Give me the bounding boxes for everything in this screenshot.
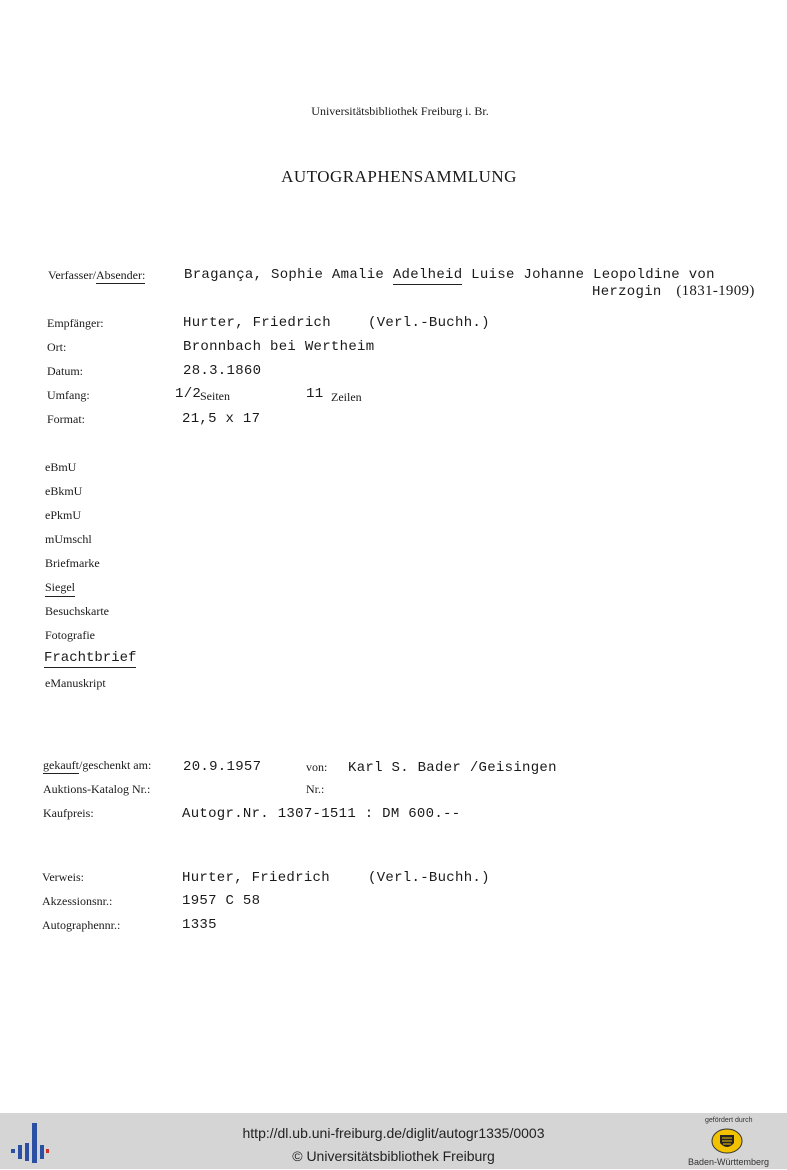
umfang-pages: 1/2 [175, 386, 202, 402]
format-label: Format: [47, 412, 85, 426]
footer-copyright: © Universitätsbibliothek Freiburg [292, 1148, 495, 1164]
verfasser-label-part: Verfasser/ [48, 268, 96, 282]
footer-url-link[interactable]: http://dl.ub.uni-freiburg.de/diglit/autogr1335/0003 [242, 1125, 545, 1141]
verweis-note: (Verl.-Buchh.) [368, 870, 490, 886]
kaufpreis-value: Autogr.Nr. 1307-1511 : DM 600.-- [182, 806, 461, 822]
verfasser-years: (1831-1909) [676, 283, 755, 299]
format-value: 21,5 x 17 [182, 411, 261, 427]
checklist-ebmu: eBmU [45, 460, 77, 474]
empfaenger-value: Hurter, Friedrich [183, 315, 331, 331]
katalog-label: Auktions-Katalog Nr.: [43, 782, 151, 796]
checklist-siegel: Siegel [45, 580, 75, 597]
funding-label: gefördert durch [705, 1117, 753, 1124]
verfasser-title: Herzogin [592, 284, 662, 300]
datum-value: 28.3.1860 [183, 363, 262, 379]
verweis-value: Hurter, Friedrich [182, 870, 330, 886]
ort-label: Ort: [47, 340, 67, 354]
checklist-epkmu: ePkmU [45, 508, 81, 522]
baden-wuerttemberg-crest-icon [711, 1127, 743, 1155]
institution-heading: Universitätsbibliothek Freiburg i. Br. [311, 104, 489, 118]
empfaenger-note: (Verl.-Buchh.) [368, 315, 490, 331]
collection-title: AUTOGRAPHENSAMMLUNG [281, 167, 517, 186]
verfasser-rufname: Adelheid [392, 267, 463, 283]
gekauft-label-part: gekauft [43, 758, 79, 772]
checklist-fotografie: Fotografie [45, 628, 95, 642]
checklist-mumschl: mUmschl [45, 532, 92, 546]
umfang-seiten-label: Seiten [200, 389, 230, 403]
gekauft-label [43, 758, 151, 773]
akzession-value: 1957 C 58 [182, 893, 261, 909]
verfasser-value [184, 267, 715, 283]
verfasser-name-part: Bragança, Sophie Amalie [184, 267, 385, 283]
akzession-label: Akzessionsnr.: [42, 894, 113, 908]
datum-label: Datum: [47, 364, 83, 378]
checklist-ebkmu: eBkmU [45, 484, 83, 498]
absender-label-part: Absender: [95, 268, 146, 282]
empfaenger-label: Empfänger: [47, 316, 104, 330]
von-value: Karl S. Bader /Geisingen [348, 760, 557, 776]
checklist-briefmarke: Briefmarke [45, 556, 100, 570]
funding-state-label: Baden-Württemberg [688, 1157, 770, 1167]
verweis-label: Verweis: [42, 870, 84, 884]
checklist-besuchskarte: Besuchskarte [45, 604, 109, 618]
ort-value: Bronnbach bei Wertheim [183, 339, 375, 355]
umfang-lines: 11 [306, 386, 324, 402]
autographennr-label: Autographennr.: [42, 918, 121, 932]
autographennr-value: 1335 [182, 917, 217, 933]
checklist-emanuskript: eManuskript [45, 676, 106, 690]
checklist-frachtbrief: Frachtbrief [44, 650, 137, 666]
nr-label: Nr.: [306, 782, 325, 796]
verfasser-title-line [592, 283, 755, 300]
von-label: von: [306, 760, 328, 774]
verfasser-label [48, 268, 145, 283]
geschenkt-label-part: /geschenkt am: [78, 758, 152, 772]
kaufpreis-label: Kaufpreis: [43, 806, 94, 820]
umfang-label: Umfang: [47, 388, 90, 402]
acquisition-date: 20.9.1957 [183, 759, 262, 775]
verfasser-name-rest: Luise Johanne Leopoldine von [471, 267, 715, 283]
umfang-zeilen-label: Zeilen [331, 390, 362, 404]
footer-bar [0, 1113, 787, 1169]
